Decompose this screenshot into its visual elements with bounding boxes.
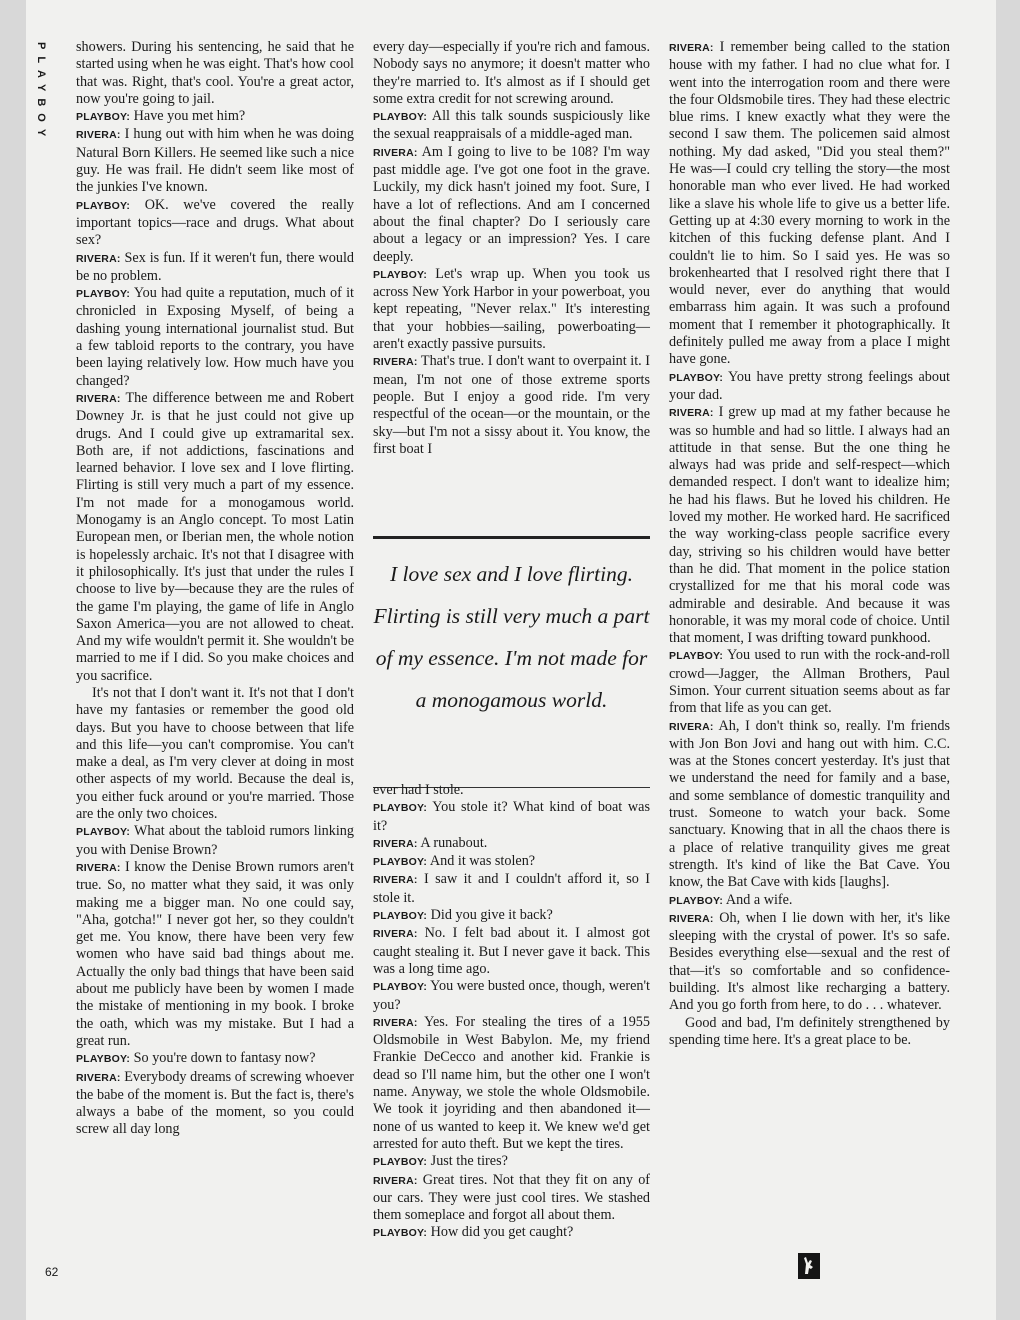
- paragraph: [373, 853, 650, 871]
- bunny-end-mark-icon: [798, 1253, 820, 1279]
- paragraph-text: ever had I stole.: [373, 782, 464, 798]
- paragraph: [373, 1153, 650, 1171]
- speaker-label: PLAYBOY:: [76, 1053, 131, 1066]
- masthead-vertical: [34, 42, 48, 143]
- speaker-label: RIVERA:: [76, 861, 121, 874]
- paragraph: [669, 892, 950, 910]
- paragraph: [373, 353, 650, 458]
- page-number: 62: [45, 1265, 59, 1279]
- masthead-text: PLAYBOY: [35, 42, 47, 144]
- speaker-label: PLAYBOY:: [373, 268, 428, 281]
- speaker-label: PLAYBOY:: [76, 111, 131, 124]
- paragraph: [373, 925, 650, 978]
- speaker-label: RIVERA:: [373, 874, 418, 887]
- paragraph: [76, 197, 354, 250]
- paragraph-text: I grew up mad at my father because he was so humble and had so little. I always had an attitude in that sense. But the one thing he always had was pride and self-respect—which demanded respect. I don't want to idealize him; he had his flaws. But he loved his children. He loved my mother. He worked hard. He sacrificed the way working-class people sacrifice every day, striving so his children would have better than he did. That moment in the police station crystallized for me that his moral code was admirable and desirable. And because it was honorable, it was my moral code of choice. Until that moment, I was drifting toward punkhood.: [669, 404, 950, 647]
- paragraph: [373, 782, 650, 799]
- paragraph-text: The difference between me and Robert Downey Jr. is that he just could not give up drugs. And I could give up extramarital sex. Both are, if not addictions, fascinations and learned behavior. I love sex and I love flirting. Flirting is still very much a part of my essence. I'm not made for a monogamous world. Monogamy is an Anglo concept. To most Latin European men, or Iberian men, the whole notion is hopelessly archaic. It's not that I disagree with it philosophically. It's just that under the rules I choose to live by—because they are the rules of the game I'm playing, the game of life in Anglo Saxon America—you are not allowed to cheat. And my wife wouldn't permit it. She wouldn't be married to me if I did. So you make choices and you sacrifice.: [76, 389, 354, 684]
- paragraph: [373, 1224, 650, 1242]
- paragraph-text: You used to run with the rock-and-roll crowd—Jagger, the Allman Brothers, Paul Simon. Your current situation seems about as far from that life as you can get.: [669, 647, 950, 717]
- column-1: [76, 39, 354, 1139]
- speaker-label: RIVERA:: [373, 356, 418, 369]
- paragraph: [373, 871, 650, 907]
- speaker-label: RIVERA:: [76, 129, 121, 142]
- column-3: [669, 39, 950, 1049]
- speaker-label: RIVERA:: [373, 1174, 418, 1187]
- column-2-top: [373, 39, 650, 458]
- speaker-label: RIVERA:: [669, 42, 714, 54]
- paragraph: [373, 1014, 650, 1153]
- paragraph-text: Have you met him?: [133, 108, 246, 125]
- paragraph-text: And it was stolen?: [429, 853, 536, 870]
- speaker-label: PLAYBOY:: [669, 371, 724, 384]
- paragraph: [76, 126, 354, 196]
- paragraph-text: You stole it? What kind of boat was it?: [373, 799, 650, 834]
- paragraph-text: Everybody dreams of screwing whoever the babe of the moment is. But the fact is, there's always a babe of the moment, so you could screw all day long: [76, 1068, 354, 1138]
- paragraph-text: Just the tires?: [430, 1153, 508, 1170]
- paragraph-text: A runabout.: [420, 834, 488, 851]
- speaker-label: PLAYBOY:: [373, 981, 428, 994]
- paragraph-text: Did you give it back?: [430, 907, 553, 924]
- speaker-label: RIVERA:: [669, 912, 714, 925]
- paragraph-text: I saw it and I couldn't afford it, so I stole it.: [373, 871, 651, 906]
- column-2-bottom: [373, 782, 650, 1243]
- pull-quote-box: [373, 536, 650, 788]
- paragraph-text: You were busted once, though, weren't you?: [373, 978, 650, 1013]
- paragraph-text: Great tires. Not that they fit on any of our cars. They were just cool tires. We stashed them someplace and forgot all about them.: [373, 1171, 651, 1224]
- paragraph-text: It's not that I don't want it. It's not that I don't have my fantasies or remember the good old days. But you have to choose between that life and this life—you can't compromise. You can't make a deal, as I'm very clever at doing in most other aspects of my world. Because the deal is, you either fuck around or you're married. Those are the only two choices.: [76, 684, 354, 823]
- speaker-label: PLAYBOY:: [76, 199, 131, 212]
- paragraph: [76, 390, 354, 685]
- speaker-label: PLAYBOY:: [669, 894, 724, 907]
- speaker-label: RIVERA:: [373, 928, 418, 941]
- speaker-label: PLAYBOY:: [373, 856, 428, 869]
- paragraph-text: So you're down to fantasy now?: [133, 1050, 316, 1067]
- speaker-label: RIVERA:: [669, 407, 714, 420]
- speaker-label: PLAYBOY:: [373, 802, 428, 815]
- paragraph: [76, 685, 354, 823]
- paragraph-text: I hung out with him when he was doing Natural Born Killers. He seemed like such a nice guy. He was frail. He didn't seem like most of the junkies I've known.: [76, 126, 354, 196]
- paragraph: [669, 39, 950, 369]
- speaker-label: PLAYBOY:: [373, 111, 428, 124]
- paragraph-text: And a wife.: [725, 891, 793, 908]
- paragraph-text: That's true. I don't want to overpaint it. I mean, I'm not one of those extreme sports people. But I enjoy a good ride. I'm very respectful of the ocean—or the mountain, or the sky—but I'm not a sissy about it. You know, the first boat I: [373, 353, 651, 457]
- paragraph-text: All this talk sounds suspiciously like the sexual reappraisals of a middle-aged man.: [373, 108, 650, 143]
- paragraph-text: Yes. For stealing the tires of a 1955 Oldsmobile in West Babylon. Me, my friend Frankie DeCecco and another kid. Frankie is dead so I'll name him, but the other one I won't name. Anyway, we stole the whole Oldsmobile. We took it joyriding and then abandoned it—none of us wanted to keep it. We knew we'd get arrested for auto theft. But we kept the tires.: [373, 1013, 650, 1152]
- speaker-label: RIVERA:: [373, 1016, 418, 1029]
- paragraph-text: Sex is fun. If it weren't fun, there would be no problem.: [76, 249, 354, 284]
- paragraph-text: Let's wrap up. When you took us across New York Harbor in your powerboat, you kept repeating, "Never relax." It's interesting that your hobbies—sailing, powerboating—aren't exactly passive pursuits.: [373, 265, 650, 353]
- paragraph: [669, 369, 950, 405]
- speaker-label: RIVERA:: [76, 1071, 121, 1084]
- paragraph-text: OK. we've covered the really important topics—race and drugs. What about sex?: [76, 196, 354, 249]
- paragraph: [669, 647, 950, 717]
- paragraph-text: showers. During his sentencing, he said that he started using when he was eight. That's how cool that was. Right, that's cool. You're a great actor, now you're going to jail.: [76, 39, 354, 107]
- paragraph: [76, 250, 354, 286]
- paragraph-text: I know the Denise Brown rumors aren't true. So, no matter what they said, it was only making me a bigger man. No one could say, "Aha, gotcha!" I never got her, so they couldn't get me. You know, there have been very few women who have said bad things about me. Actually the only bad things that have been said about me publicly have been by women I made the mistake of mentioning in my book. I broke the oath, which was my mistake. But I had a great run.: [76, 858, 354, 1049]
- speaker-label: PLAYBOY:: [373, 1156, 428, 1169]
- paragraph-text: No. I felt bad about it. I almost got caught stealing it. But I never gave it back. This was a long time ago.: [373, 925, 651, 977]
- paragraph: [373, 835, 650, 853]
- speaker-label: RIVERA:: [76, 252, 121, 265]
- paragraph: [373, 1172, 650, 1225]
- speaker-label: RIVERA:: [669, 720, 714, 733]
- paragraph: [669, 1015, 950, 1050]
- paragraph: [373, 799, 650, 835]
- paragraph: [373, 39, 650, 108]
- paragraph-text: every day—especially if you're rich and famous. Nobody says no anymore; it doesn't matter who they're married to. It's almost as if I should get some extra credit for not screwing around.: [373, 39, 650, 107]
- paragraph-text: I remember being called to the station house with my father. I had no clue what for. I went into the interrogation room and there were the four Oldsmobile tires. They had these electric blue rims. I knew exactly what they were the second I saw them. The policemen said almost nothing. My dad asked, "Did you steal them?" He was—I could cry telling the story—the most honorable man who ever lived. He had worked like a slave his whole life to give us a better life. Getting up at 4:30 every morning to work in the kitchen of this fucking defense plant. And I couldn't lie to him. So I said yes. He was so brokenhearted that I resolved right there that I would never, ever do anything that would embarrass him again. It was such a profound moment that I remember it photographically. It definitely pulled me away from a place I might have gone.: [669, 39, 950, 368]
- paragraph: [373, 108, 650, 144]
- paragraph: [76, 285, 354, 390]
- paragraph-text: Good and bad, I'm definitely strengthened by spending time here. It's a great place to be.: [669, 1014, 950, 1048]
- paragraph: [76, 859, 354, 1050]
- pull-quote: I love sex and I love flirting. Flirting is still very much a part of my essence. I'm not made for a monogamous world.: [373, 562, 650, 712]
- paragraph-text: How did you get caught?: [430, 1224, 574, 1241]
- paragraph: [373, 978, 650, 1014]
- paragraph-text: Am I going to live to be 108? I'm way past middle age. I've got one foot in the grave. Luckily, my dick hasn't joined my foot. Sure, I have a lot of reflections. And am I concerned about the final chapter? Do I seriously care about a legacy or an impression? Yes. I care deeply.: [373, 143, 650, 265]
- paragraph: [76, 108, 354, 126]
- speaker-label: PLAYBOY:: [669, 650, 724, 663]
- paragraph-text: What about the tabloid rumors linking you with Denise Brown?: [76, 823, 354, 858]
- paragraph: [669, 404, 950, 647]
- paragraph-text: Oh, when I lie down with her, it's like sleeping with the crystal of power. It's so safe. Besides everything else—sexual and the rest of that—it's so comfortable and so confidence-building. It's almost like recharging a battery. And you go forth from here, to do . . . whatever.: [669, 909, 951, 1014]
- speaker-label: PLAYBOY:: [76, 288, 131, 301]
- paragraph-text: You had quite a reputation, much of it chronicled in Exposing Myself, of being a dashing young international journalist stud. But a few tabloid reports to the contrary, you have been laying relatively low. How much have you changed?: [76, 285, 354, 389]
- paragraph: [373, 266, 650, 353]
- speaker-label: PLAYBOY:: [76, 826, 131, 839]
- paragraph: [76, 39, 354, 108]
- speaker-label: RIVERA:: [76, 392, 121, 405]
- paragraph: [669, 718, 950, 892]
- paragraph: [669, 910, 950, 1015]
- paragraph-text: You have pretty strong feelings about your dad.: [669, 368, 950, 403]
- paragraph: [373, 144, 650, 266]
- speaker-label: RIVERA:: [373, 146, 418, 159]
- speaker-label: PLAYBOY:: [373, 910, 428, 923]
- paragraph-text: Ah, I don't think so, really. I'm friends with Jon Bon Jovi and hang out with him. C.C. was at the Stones concert yesterday. It's just that we understand the need for family and a base, and some semblance of domestic tranquility and trust. Someone to watch your back. Some sanctuary. Knowing that in all the chaos there is a place of relative tranquility gives me great strength. It's kind of like the Bat Cave. You know, the Bat Cave with kids [laughs].: [669, 717, 950, 891]
- paragraph: [76, 1050, 354, 1068]
- speaker-label: PLAYBOY:: [373, 1227, 428, 1240]
- paragraph: [373, 907, 650, 925]
- paragraph: [76, 1069, 354, 1139]
- paragraph: [76, 823, 354, 859]
- speaker-label: RIVERA:: [373, 837, 418, 850]
